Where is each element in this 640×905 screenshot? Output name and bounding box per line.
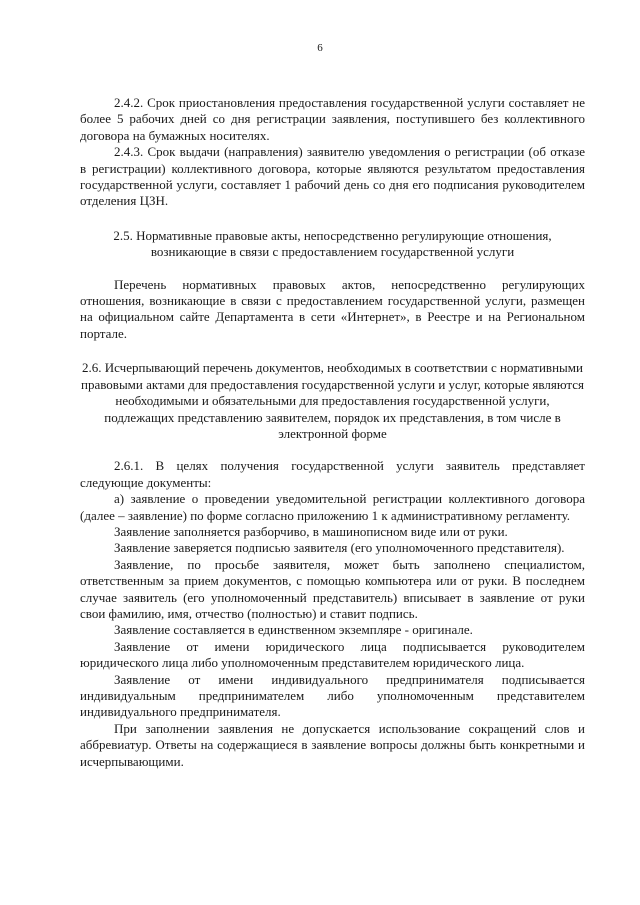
paragraph-legible: Заявление заполняется разборчиво, в машинописном виде или от руки.	[114, 523, 508, 539]
paragraph-2-4-2: 2.4.2. Срок приостановления предоставления государственной услуги составляет не более 5 рабочих дней со дня регистрации заявления, поступившего без коллективного договора на бумажных носителях.	[80, 95, 585, 143]
paragraph-abbreviations: При заполнении заявления не допускается использование сокращений слов и аббревиатур. Ответы на содержащиеся в заявление вопросы должны быть конкретными и исчерпывающими.	[80, 720, 585, 769]
document-body	[80, 95, 585, 770]
paragraph-single-copy: Заявление составляется в единственном экземпляре - оригинале.	[114, 622, 473, 638]
paragraph-item-a: а) заявление о проведении уведомительной регистрации коллективного договора (далее – заявление) по форме согласно приложению 1 к административному регламенту.	[80, 491, 585, 523]
paragraph-signature: Заявление заверяется подписью заявителя (его уполномоченного представителя).	[114, 540, 565, 556]
paragraph-2-4-3: 2.4.3. Срок выдачи (направления) заявителю уведомления о регистрации (об отказе в регистрации) коллективного договора, которые являются результатом предоставления государственной услуги, составляет 1 рабочий день со дня его подписания руководителем отделения ЦЗН.	[80, 144, 585, 209]
page-number: 6	[317, 42, 323, 54]
paragraph-2-5-body: Перечень нормативных правовых актов, непосредственно регулирующих отношения, возникающие в связи с предоставлением государственной услуги, размещен на официальном сайте Департамента в сети «Интернет», в Реестре и на Региональном портале.	[80, 276, 585, 341]
section-heading-2-5: 2.5. Нормативные правовые акты, непосредственно регулирующие отношения, возникающие в связи с предоставлением государственной услуги	[113, 227, 552, 260]
paragraph-specialist: Заявление, по просьбе заявителя, может быть заполнено специалистом, ответственным за прием документов, с помощью компьютера или от руки. В последнем случае заявитель (его уполномоченный представитель) вписывает в заявление от руки свои фамилию, имя, отчество (полностью) и ставит подпись.	[80, 556, 585, 621]
paragraph-legal-entity: Заявление от имени юридического лица подписывается руководителем юридического лица либо уполномоченным представителем юридического лица.	[80, 638, 585, 671]
paragraph-2-6-1: 2.6.1. В целях получения государственной услуги заявитель представляет следующие документы:	[80, 458, 585, 490]
paragraph-entrepreneur: Заявление от имени индивидуального предпринимателя подписывается индивидуальным предпринимателем либо уполномоченным представителем индивидуального предпринимателя.	[80, 671, 585, 720]
section-heading-2-6: 2.6. Исчерпывающий перечень документов, необходимых в соответствии с нормативными правовыми актами для предоставления государственной услуги и услуг, которые являются необходимыми и обязательными для предоставления государственной услуги, подлежащих представлению заявителем, порядок их представления, в том числе в электронной форме	[81, 360, 584, 441]
